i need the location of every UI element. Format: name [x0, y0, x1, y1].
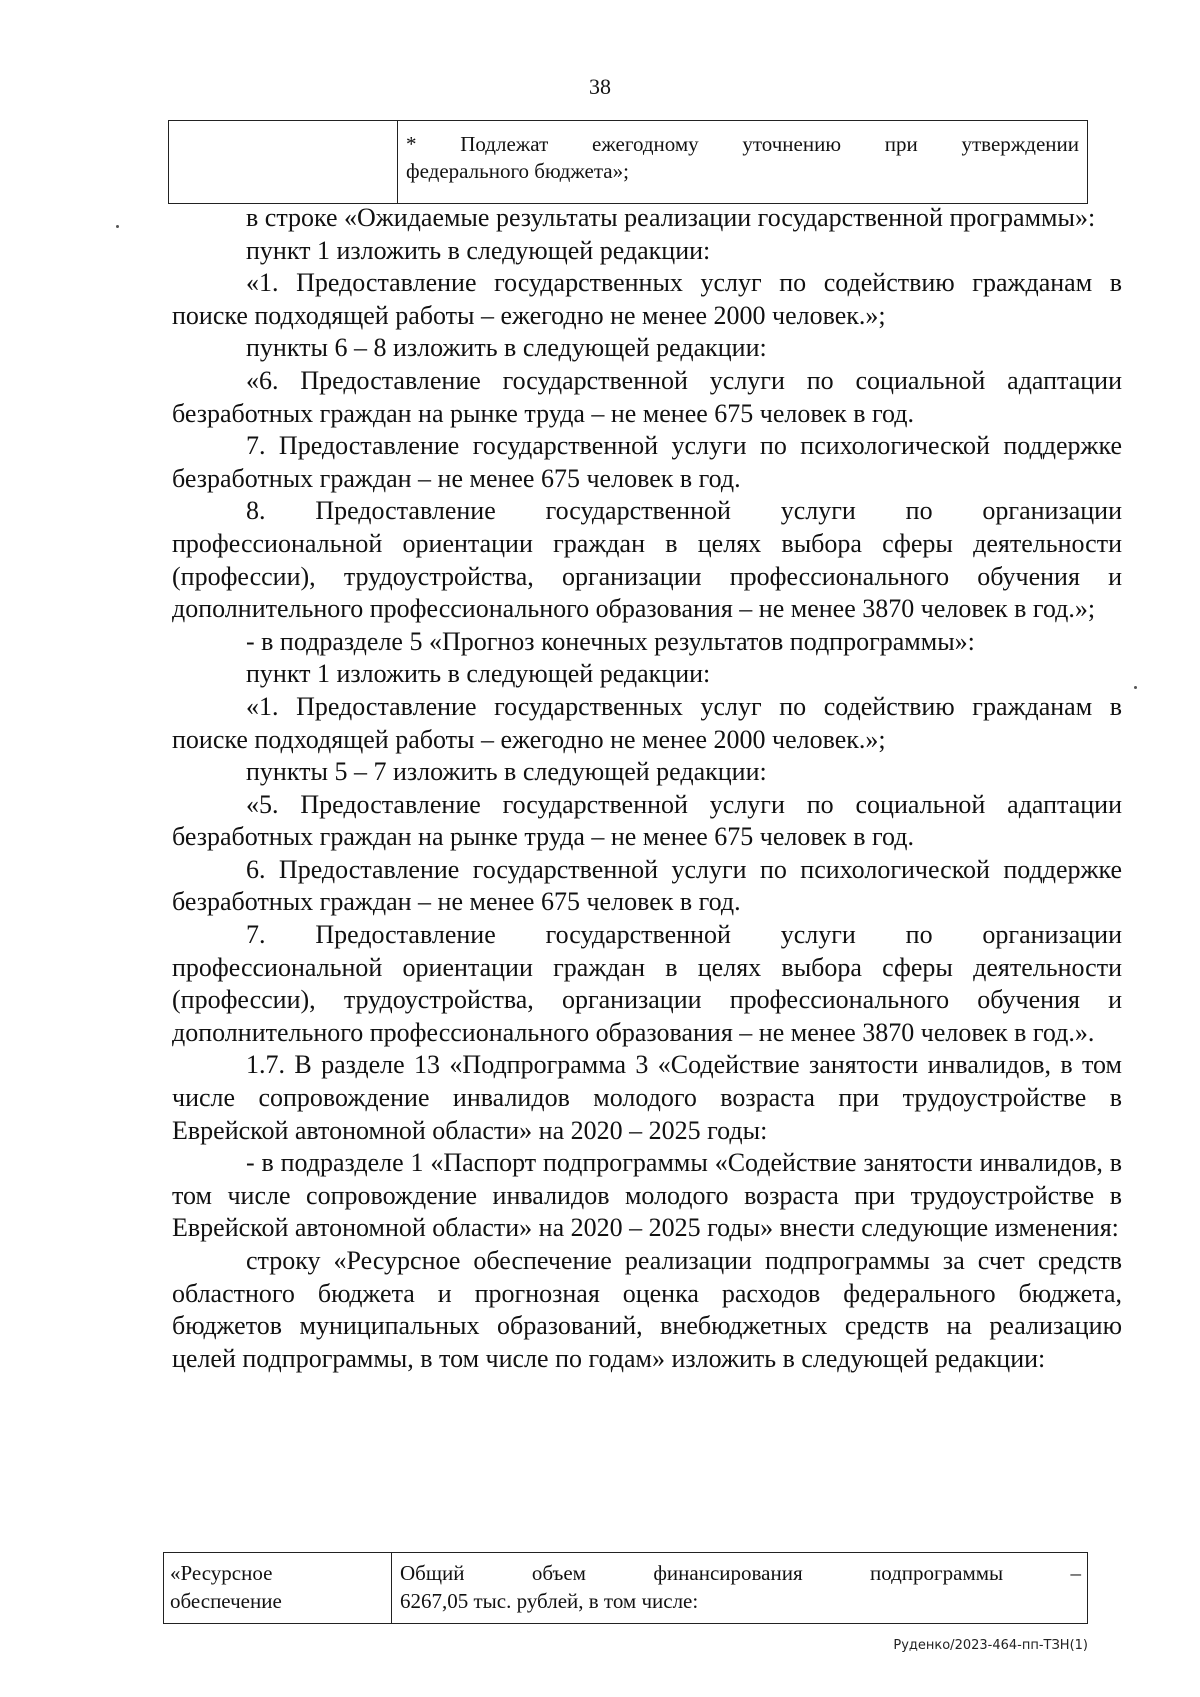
bottom-table-left-cell: [164, 1553, 392, 1623]
paragraph: 7. Предоставление государственной услуги по психологической поддержке безработных граждан – не менее 675 человек в год.: [172, 431, 1122, 493]
paragraph: 1.7. В разделе 13 «Подпрограмма 3 «Содействие занятости инвалидов, в том числе сопровождение инвалидов молодого возраста при трудоустройстве в Еврейской автономной области» на 2020 – 2025 годы:: [172, 1050, 1122, 1145]
bottom-table-right-cell: [392, 1553, 1087, 1623]
top-table-left-cell: [169, 121, 398, 203]
top-table: [168, 120, 1088, 204]
paragraph: «6. Предоставление государственной услуги по социальной адаптации безработных граждан на рынке труда – не менее 675 человек в год.: [172, 365, 1122, 428]
scan-speck: [1134, 686, 1137, 689]
paragraph: 6. Предоставление государственной услуги по психологической поддержке безработных граждан – не менее 675 человек в год.: [172, 854, 1122, 917]
bottom-table-label-line2: обеспечение: [170, 1589, 282, 1613]
paragraph: строку «Ресурсное обеспечение реализации подпрограммы за счет средств областного бюджета и прогнозная оценка расходов федерального бюджета, бюджетов муниципальных образований, внебюджетных средств на реализацию целей подпрограммы, в том числе по годам» изложить в следующей редакции:: [172, 1246, 1122, 1373]
top-table-note-line1: * Подлежат ежегодному уточнению при утверждении: [406, 132, 1079, 156]
paragraph: «1. Предоставление государственных услуг по содействию гражданам в поиске подходящей работы – ежегодно не менее 2000 человек.»;: [172, 691, 1122, 754]
paragraph: в строке «Ожидаемые результаты реализации государственной программы»:: [246, 203, 1096, 232]
bottom-table-value-line1: Общий объем финансирования подпрограммы –: [400, 1561, 1081, 1585]
bottom-table-label-line1: «Ресурсное: [170, 1561, 273, 1585]
paragraph: «1. Предоставление государственных услуг по содействию гражданам в поиске подходящей работы – ежегодно не менее 2000 человек.»;: [172, 268, 1122, 330]
scan-speck: [116, 225, 119, 228]
paragraph: пункт 1 изложить в следующей редакции:: [246, 659, 711, 689]
bottom-table-value-line2: 6267,05 тыс. рублей, в том числе:: [400, 1589, 699, 1613]
paragraph: пункты 6 – 8 изложить в следующей редакции:: [246, 333, 767, 363]
paragraph: - в подразделе 5 «Прогноз конечных результатов подпрограммы»:: [246, 626, 975, 656]
paragraph: - в подразделе 1 «Паспорт подпрограммы «Содействие занятости инвалидов, в том числе сопровождение инвалидов молодого возраста при трудоустройстве в Еврейской автономной области» на 2020 – 2025 годы» внести следующие изменения:: [172, 1148, 1122, 1243]
paragraph: пункт 1 изложить в следующей редакции:: [246, 235, 711, 265]
top-table-note-line2: федерального бюджета»;: [406, 159, 629, 183]
paragraph: пункты 5 – 7 изложить в следующей редакции:: [246, 757, 767, 787]
page-number: 38: [589, 74, 611, 99]
bottom-table: [163, 1552, 1088, 1624]
paragraph: 7. Предоставление государственной услуги по организации профессиональной ориентации граждан в целях выбора сферы деятельности (профессии), трудоустройства, организации профессионального обучения и дополнительного профессионального образования – не менее 3870 человек в год.».: [172, 920, 1122, 1047]
footer-code: Руденко/2023-464-пп-ТЗН(1): [893, 1638, 1088, 1653]
paragraph: 8. Предоставление государственной услуги по организации профессиональной ориентации граждан в целях выбора сферы деятельности (профессии), трудоустройства, организации профессионального обучения и дополнительного профессионального образования – не менее 3870 человек в год.»;: [172, 496, 1122, 624]
top-table-right-cell: [398, 121, 1087, 203]
paragraph: «5. Предоставление государственной услуги по социальной адаптации безработных граждан на рынке труда – не менее 675 человек в год.: [172, 789, 1122, 852]
body-text: [172, 202, 1122, 1375]
